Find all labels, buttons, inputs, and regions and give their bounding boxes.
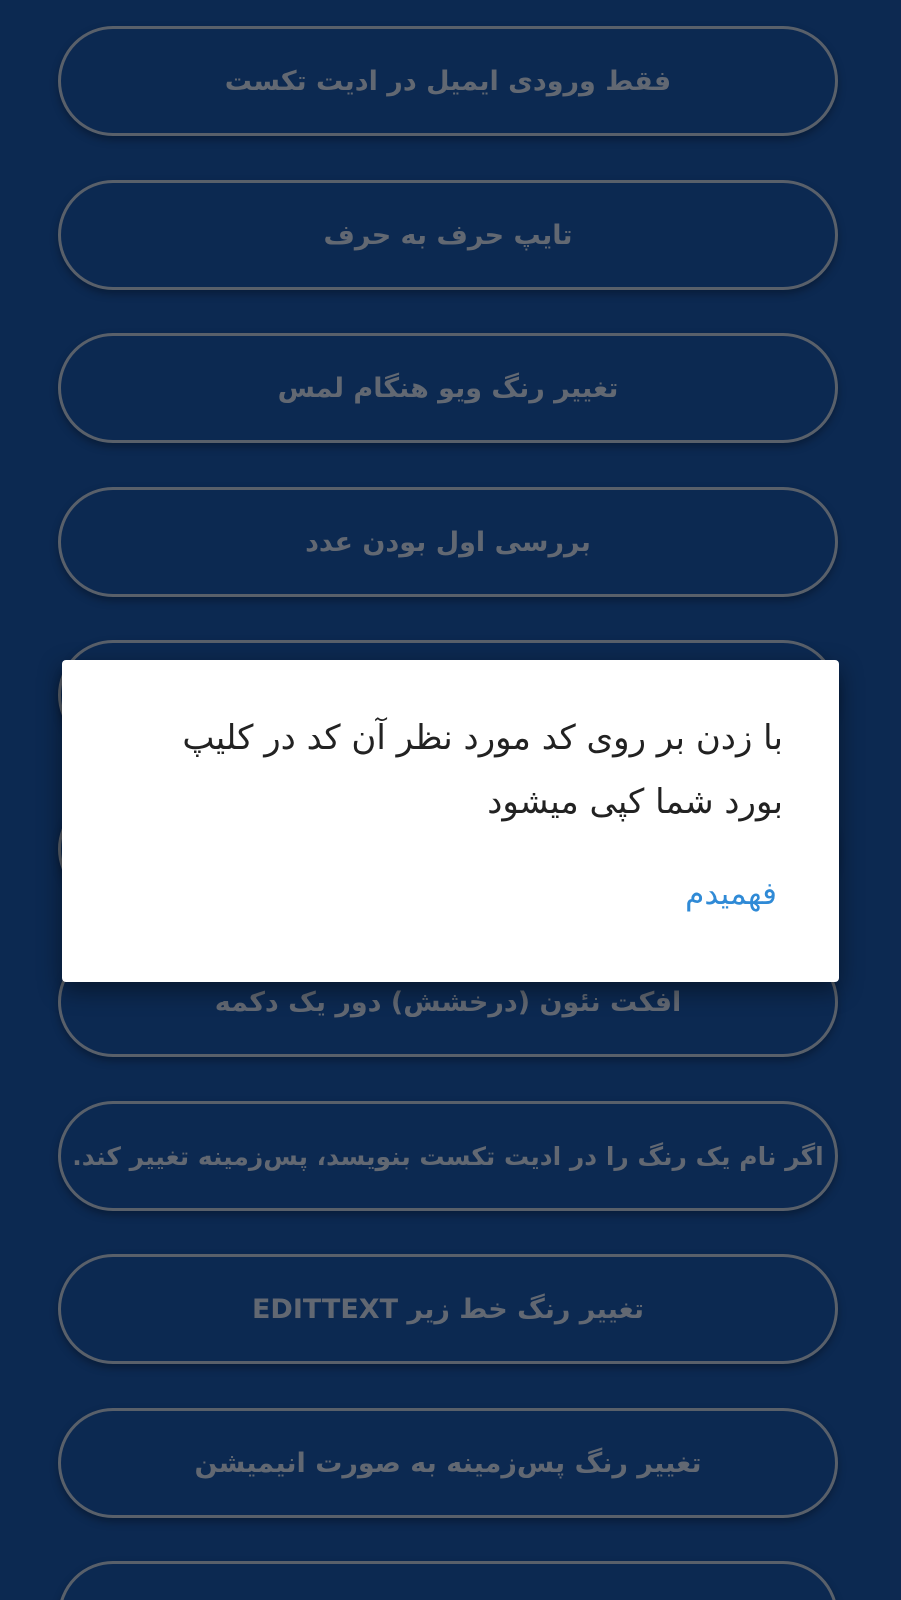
list-item-label: اگر نام یک رنگ را در ادیت تکست بنویسد، پس‌زمینه تغییر کند. bbox=[72, 1141, 824, 1171]
dialog-ok-button[interactable]: فهمیدم bbox=[685, 876, 777, 912]
info-dialog bbox=[62, 660, 839, 982]
dialog-message: با زدن بر روی کد مورد نظر آن کد در کلیپ بورد شما کپی میشود bbox=[182, 718, 783, 822]
list-item-label: تایپ حرف به حرف bbox=[323, 219, 573, 251]
list-item-label: تغییر رنگ خط زیر EDITTEXT bbox=[251, 1293, 645, 1325]
list-item-label: افکت نئون (درخشش) دور یک دکمه bbox=[214, 986, 682, 1018]
list-item-label: تغییر رنگ پس‌زمینه به صورت انیمیشن bbox=[194, 1447, 702, 1479]
list-item-label: فقط ورودی ایمیل در ادیت تکست bbox=[224, 65, 672, 97]
list-item-label: تغییر رنگ ویو هنگام لمس bbox=[277, 372, 619, 404]
list-item-label: بررسی اول بودن عدد bbox=[305, 526, 591, 558]
